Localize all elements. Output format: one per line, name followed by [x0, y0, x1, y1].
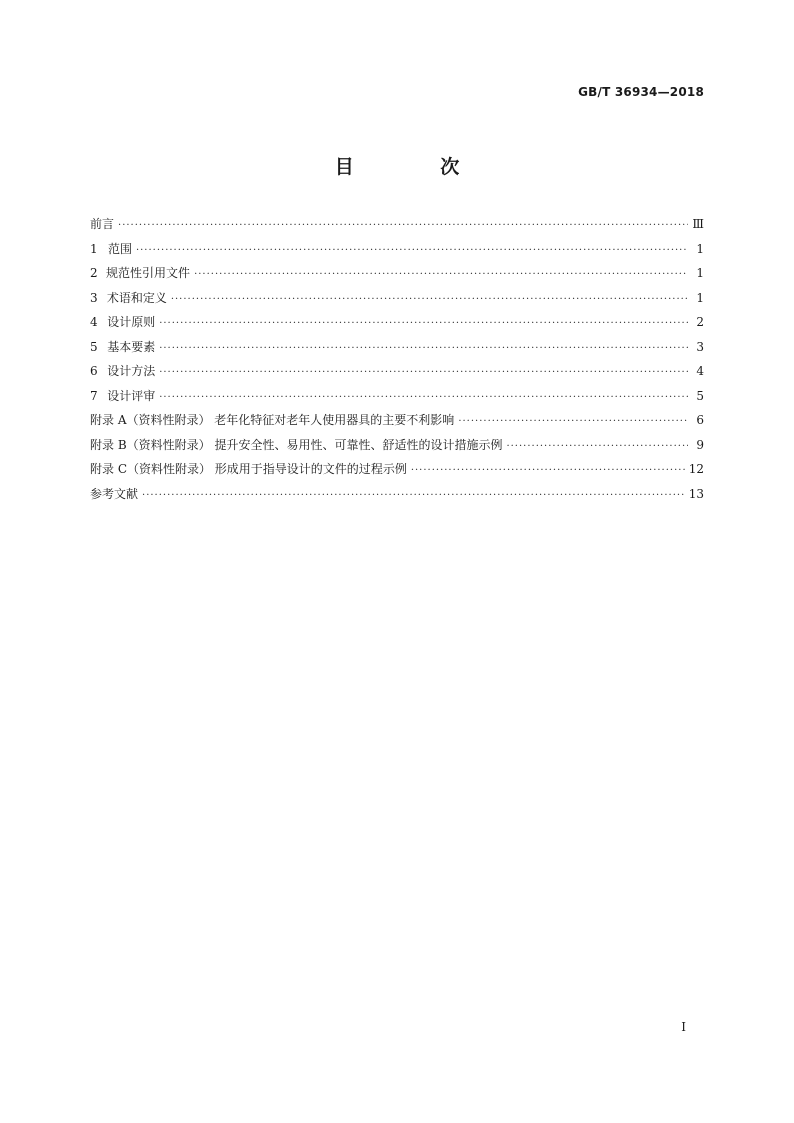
toc-leader-dots [136, 245, 688, 256]
standard-code: GB/T 36934—2018 [578, 85, 704, 99]
page-number: I [681, 1020, 686, 1034]
toc-entry-basic-elements[interactable] [90, 338, 704, 363]
toc-entry-title: 设计方法 [107, 364, 156, 378]
toc-leader-dots [159, 318, 688, 329]
toc-entry-page: 13 [688, 486, 704, 501]
toc-entry-page: 5 [696, 388, 704, 403]
toc-entry-title: 基本要素 [107, 339, 156, 354]
toc-entry-number: 4 [90, 315, 98, 329]
toc-entry-title: 前言 [90, 217, 115, 231]
table-of-contents [90, 215, 704, 509]
toc-entry-page: 1 [696, 266, 704, 280]
toc-leader-dots [458, 416, 688, 427]
toc-entry-title: 设计评审 [107, 388, 156, 403]
toc-leader-dots [142, 490, 685, 501]
toc-entry-design-methods[interactable] [90, 362, 704, 387]
toc-leader-dots [411, 465, 685, 476]
toc-entry-terms-definitions[interactable] [90, 289, 704, 314]
toc-entry-page: 12 [688, 462, 704, 476]
toc-entry-annex-a[interactable] [90, 411, 704, 436]
toc-entry-page: 2 [696, 315, 704, 329]
toc-entry-page: 6 [696, 413, 704, 427]
toc-entry-page: 9 [696, 437, 704, 452]
toc-entry-number: 2 [90, 266, 98, 280]
toc-entry-title: 范围 [107, 241, 132, 256]
toc-leader-dots [159, 367, 688, 378]
toc-entry-number: 3 [90, 290, 98, 305]
toc-entry-number: 5 [90, 339, 98, 354]
toc-entry-scope[interactable] [90, 240, 704, 265]
toc-leader-dots [506, 441, 688, 452]
toc-entry-bibliography[interactable] [90, 485, 704, 510]
toc-entry-annex-b[interactable] [90, 436, 704, 461]
toc-entry-design-review[interactable] [90, 387, 704, 412]
toc-leader-dots [194, 269, 688, 280]
toc-entry-page: 3 [696, 339, 704, 354]
toc-leader-dots [171, 294, 688, 305]
toc-leader-dots [159, 392, 688, 403]
toc-entry-number: 7 [90, 388, 98, 403]
toc-entry-title: 规范性引用文件 [106, 266, 191, 280]
toc-entry-title: 设计原则 [107, 315, 156, 329]
toc-leader-dots [118, 220, 688, 231]
toc-entry-title: 参考文献 [90, 486, 139, 501]
toc-entry-normative-references[interactable] [90, 264, 704, 289]
toc-entry-page: Ⅲ [692, 217, 704, 231]
toc-entry-title: 术语和定义 [106, 290, 167, 305]
toc-entry-page: 1 [696, 241, 704, 256]
toc-leader-dots [159, 343, 688, 354]
toc-entry-page: 4 [696, 364, 704, 378]
toc-entry-annex-c[interactable] [90, 460, 704, 485]
toc-entry-page: 1 [696, 290, 704, 305]
toc-entry-title: 附录 A（资料性附录） 老年化特征对老年人使用器具的主要不利影响 [90, 413, 455, 427]
toc-entry-number: 6 [90, 364, 98, 378]
page-title: 目 次 [334, 156, 500, 178]
toc-entry-design-principles[interactable] [90, 313, 704, 338]
toc-entry-number: 1 [90, 241, 98, 256]
toc-entry-title: 附录 C（资料性附录） 形成用于指导设计的文件的过程示例 [90, 462, 407, 476]
toc-entry-title: 附录 B（资料性附录） 提升安全性、易用性、可靠性、舒适性的设计措施示例 [90, 437, 503, 452]
toc-entry-foreword[interactable] [90, 215, 704, 240]
